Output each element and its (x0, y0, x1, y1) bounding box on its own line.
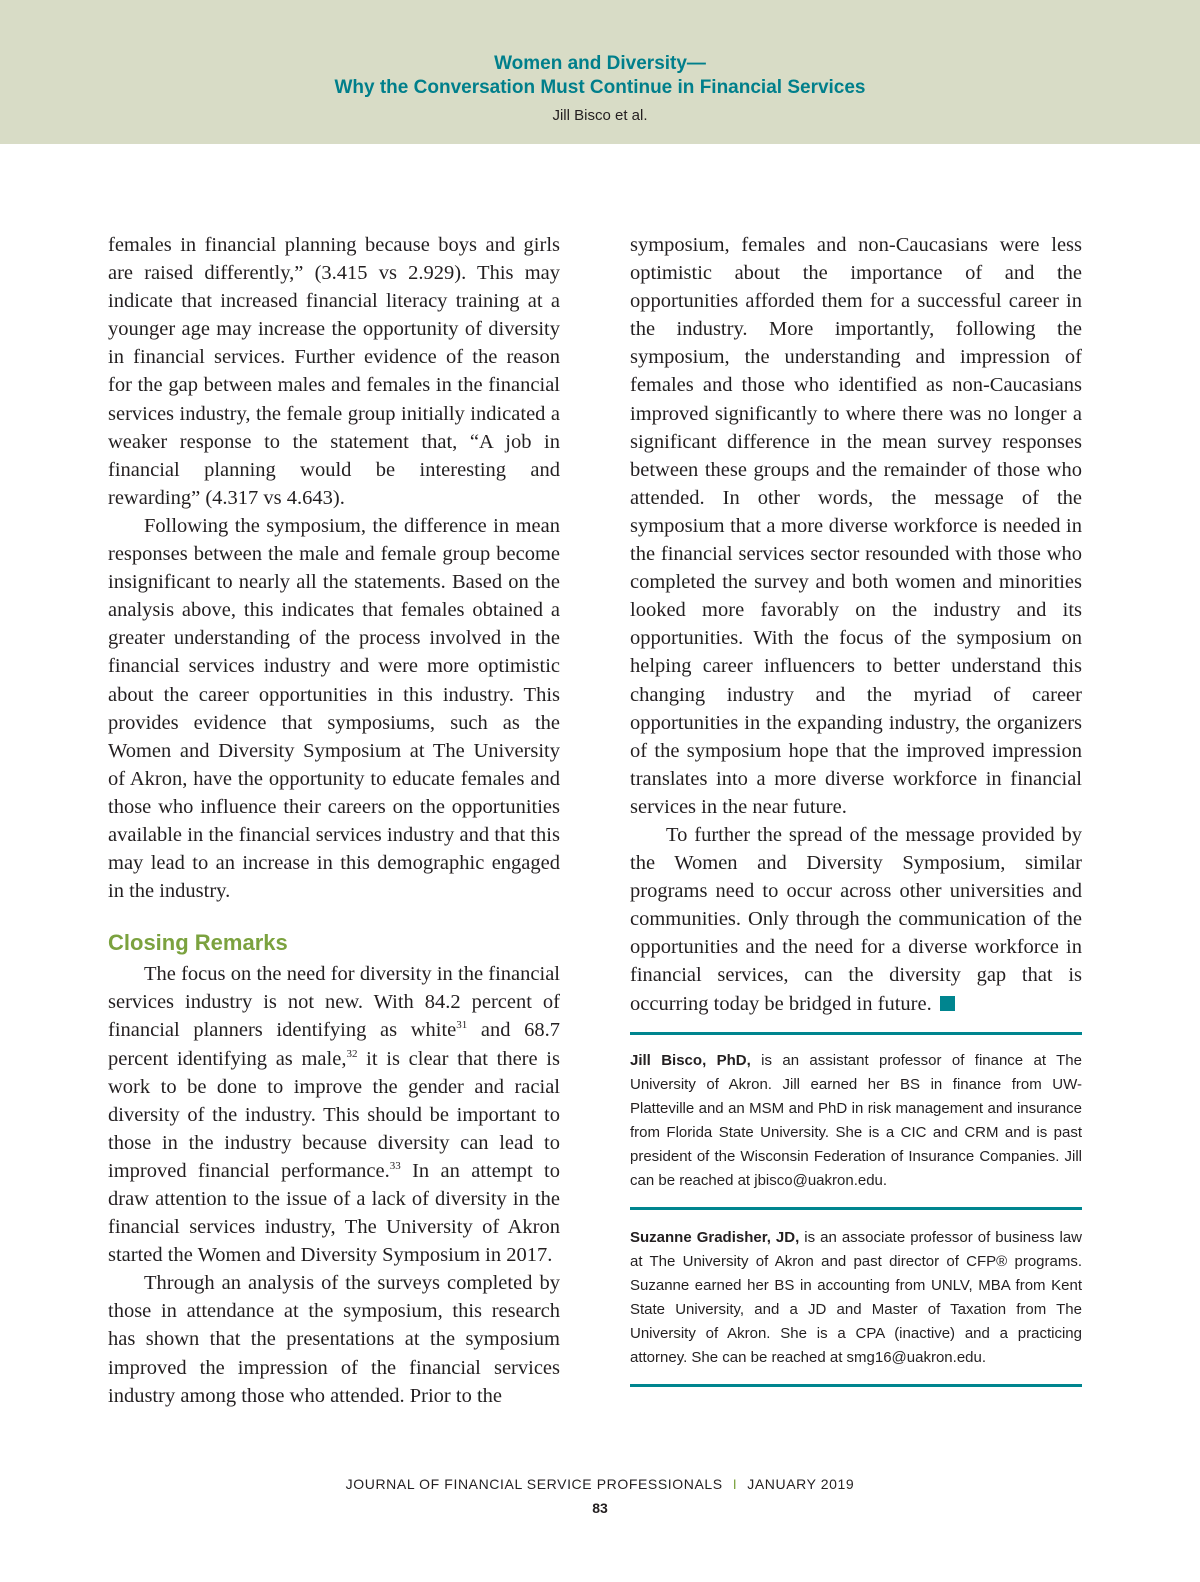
author-bio (630, 1210, 1082, 1384)
body-paragraph (108, 960, 560, 1269)
article-title-line-2: Why the Conversation Must Continue in Financial Services (334, 77, 866, 98)
paragraph-text: In an attempt to draw attention to the issue of a lack of diversity in the financial services industry, The University of Akron started the Women and Diversity Symposium in 2017. (108, 1159, 560, 1267)
page-number: 83 (592, 1500, 608, 1516)
body-paragraph: Following the symposium, the difference in mean responses between the male and female group become insignificant to nearly all the statements. Based on the analysis above, this indicates that females obtained a greater understanding of the process involved in the financial services industry and were more optimistic about the career opportunities in this industry. This provides evidence that symposiums, such as the Women and Diversity Symposium at The University of Akron, have the opportunity to educate females and those who influence their careers on the opportunities available in the financial services industry and that this may lead to an increase in this demographic engaged in the industry. (108, 514, 560, 903)
paragraph-text: To further the spread of the message provided by the Women and Diversity Symposium, similar programs need to occur across other universities and communities. Only through the communication of the opportunities and the need for a diverse workforce in financial services, can the diversity gap that is occurring today be bridged in future. (630, 823, 1082, 1015)
bio-author-name: Jill Bisco, PhD, (630, 1051, 751, 1069)
body-paragraph: females in financial planning because boys and girls are raised differently,” (3.415 vs 2.929). This may indicate that increased financial literacy training at a younger age may increase the opportunity of diversity in financial services. Further evidence of the reason for the gap between males and females in the financial services industry, the female group initially indicated a weaker response to the statement that, “A job in financial planning would be interesting and rewarding” (4.317 vs 4.643). (108, 234, 560, 509)
section-heading-closing-remarks: Closing Remarks (108, 930, 288, 956)
paragraph-text: it is clear that there is work to be done to improve the gender and racial diversity of the industry. This should be important to those in the industry because diversity can lead to improved financial performance. (108, 1047, 560, 1182)
footer-journal-line (0, 1474, 1200, 1494)
spacer (630, 1018, 1082, 1032)
footnote-ref: 31 (456, 1019, 468, 1032)
right-column (630, 231, 1082, 1387)
paragraph-text: and 68.7 percent identifying as male, (108, 1019, 560, 1070)
paragraph-text: The focus on the need for diversity in the financial services industry is not new. With 84.2 percent of financial planners identifying as white (108, 963, 560, 1042)
article-title-line-1: Women and Diversity— (494, 53, 706, 74)
article-author: Jill Bisco et al. (552, 107, 648, 124)
author-bio (630, 1035, 1082, 1207)
running-header (0, 0, 1200, 144)
issue-date: JANUARY 2019 (747, 1476, 855, 1492)
footer-separator: I (732, 1476, 738, 1492)
bio-text: is an assistant professor of finance at The University of Akron. Jill earned her BS in finance from UW-Platteville and an MSM and PhD in risk management and insurance from Florida State University. She is a CIC and CRM and is past president of the Wisconsin Federation of Insurance Companies. Jill can be reached at jbisco@uakron.edu. (630, 1051, 1082, 1189)
body-paragraph: Through an analysis of the surveys completed by those in attendance at the symposium, this research has shown that the presentations at the symposium improved the impression of the financial services industry among those who attended. Prior to the (108, 1272, 560, 1407)
left-column (108, 231, 560, 1410)
page-footer (0, 1474, 1200, 1518)
journal-name: JOURNAL OF FINANCIAL SERVICE PROFESSIONALS (345, 1476, 723, 1492)
divider (630, 1384, 1082, 1387)
body-paragraph: symposium, females and non-Caucasians were less optimistic about the importance of and the opportunities afforded them for a successful career in the industry. More importantly, following the symposium, the understanding and impression of females and those who identified as non-Caucasians improved significantly to where there was no longer a significant difference in the mean survey responses between these groups and the remainder of those who attended. In other words, the message of the symposium that a more diverse workforce is needed in the financial services sector resounded with those who completed the survey and both women and minorities looked more favorably on the industry and its opportunities. With the focus of the symposium on helping career influencers to better understand this changing industry and the myriad of career opportunities in the expanding industry, the organizers of the symposium hope that the improved impression translates into a more diverse workforce in financial services in the near future. (630, 234, 1082, 818)
bio-author-name: Suzanne Gradisher, JD, (630, 1228, 800, 1246)
bio-text: is an associate professor of business law at The University of Akron and past director of CFP® programs. Suzanne earned her BS in accounting from UNLV, MBA from Kent State University, and a JD and Master of Taxation from The University of Akron. She is a CPA (inactive) and a practicing attorney. She can be reached at smg16@uakron.edu. (630, 1228, 1083, 1366)
footnote-ref: 33 (389, 1159, 401, 1172)
end-of-article-square-icon (940, 996, 955, 1011)
footnote-ref: 32 (346, 1047, 358, 1060)
body-paragraph (630, 821, 1082, 1018)
